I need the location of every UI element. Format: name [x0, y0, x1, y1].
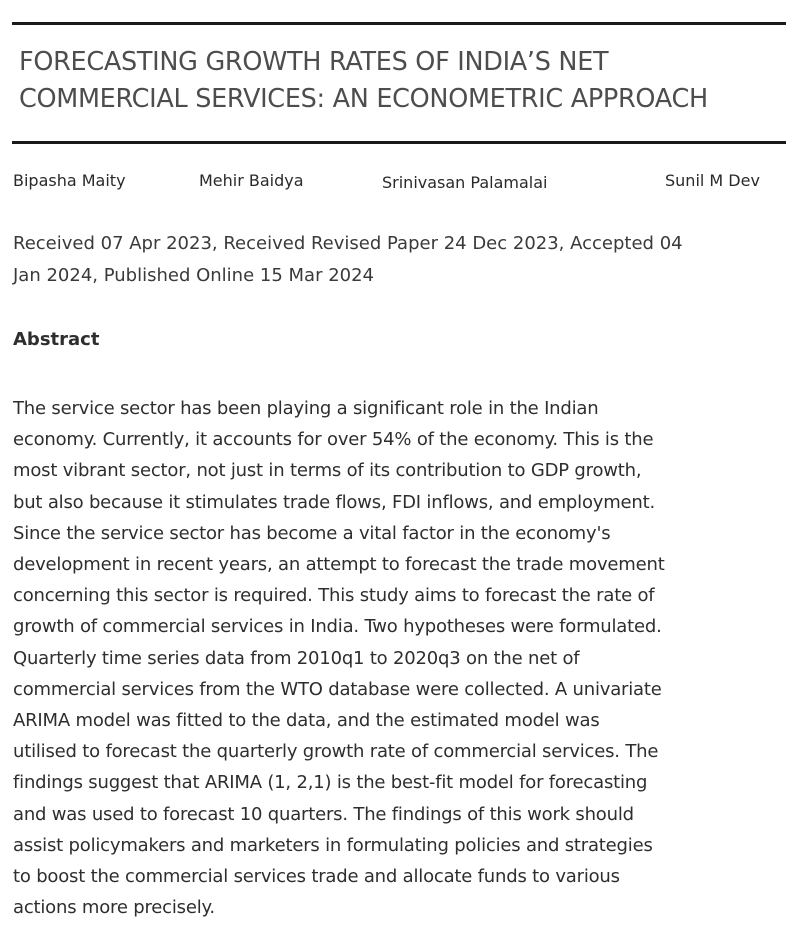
- abstract-line: ARIMA model was fitted to the data, and the estimated model was: [13, 710, 600, 732]
- publication-dates-line: Received 07 Apr 2023, Received Revised Paper 24 Dec 2023, Accepted 04: [13, 233, 683, 254]
- author-name[interactable]: Bipasha Maity: [13, 171, 126, 190]
- abstract-body: [13, 393, 793, 923]
- abstract-line: most vibrant sector, not just in terms of its contribution to GDP growth,: [13, 460, 642, 482]
- abstract-line: assist policymakers and marketers in formulating policies and strategies: [13, 834, 653, 856]
- abstract-line: The service sector has been playing a significant role in the Indian: [13, 398, 599, 419]
- paper-title-line: COMMERCIAL SERVICES: AN ECONOMETRIC APPROACH: [19, 84, 708, 114]
- abstract-line: commercial services from the WTO database were collected. A univariate: [13, 678, 662, 700]
- publication-dates: [13, 228, 793, 292]
- abstract-line: Since the service sector has become a vital factor in the economy's: [13, 522, 611, 544]
- abstract-line: development in recent years, an attempt to forecast the trade movement: [13, 554, 665, 576]
- abstract-line: utilised to forecast the quarterly growth rate of commercial services. The: [13, 741, 659, 763]
- abstract-line: concerning this sector is required. This study aims to forecast the rate of: [13, 585, 655, 607]
- author-name[interactable]: Sunil M Dev: [665, 171, 760, 190]
- abstract-line: actions more precisely.: [13, 897, 215, 919]
- title-top-rule: [12, 22, 786, 25]
- abstract-line: findings suggest that ARIMA (1, 2,1) is the best-fit model for forecasting: [13, 772, 648, 794]
- author-name[interactable]: Mehir Baidya: [199, 171, 304, 190]
- publication-dates-line: Jan 2024, Published Online 15 Mar 2024: [13, 265, 375, 286]
- abstract-line: to boost the commercial services trade and allocate funds to various: [13, 866, 620, 888]
- abstract-heading: Abstract: [13, 329, 100, 350]
- abstract-line: Quarterly time series data from 2010q1 to 2020q3 on the net of: [13, 647, 580, 669]
- abstract-line: and was used to forecast 10 quarters. The findings of this work should: [13, 803, 634, 825]
- paper-title-line: FORECASTING GROWTH RATES OF INDIA’S NET: [19, 47, 609, 77]
- abstract-line: growth of commercial services in India. Two hypotheses were formulated.: [13, 616, 662, 638]
- title-bottom-rule: [12, 141, 786, 144]
- author-name[interactable]: Srinivasan Palamalai: [382, 173, 548, 192]
- abstract-line: economy. Currently, it accounts for over 54% of the economy. This is the: [13, 429, 654, 451]
- abstract-line: but also because it stimulates trade flows, FDI inflows, and employment.: [13, 491, 656, 513]
- paper-title: [19, 44, 779, 118]
